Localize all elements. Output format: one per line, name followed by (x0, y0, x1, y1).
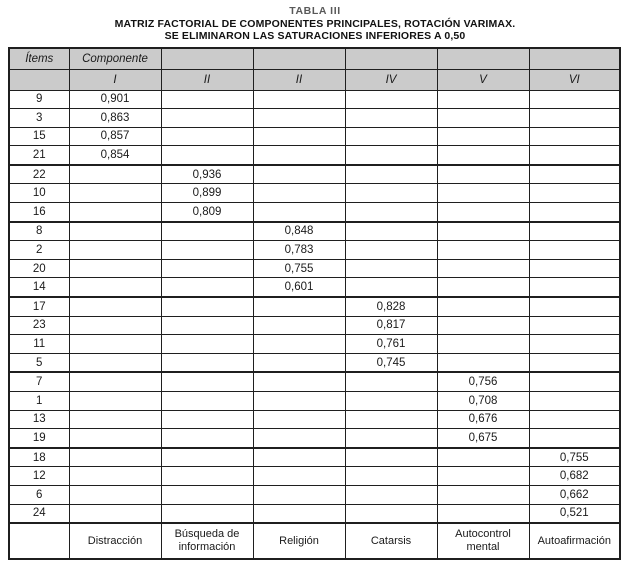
cell-empty (69, 429, 161, 448)
cell-empty (529, 259, 620, 278)
cell-item-number: 2 (9, 241, 69, 260)
cell-loading-value: 0,676 (437, 410, 529, 429)
cell-empty (69, 485, 161, 504)
cell-empty (69, 259, 161, 278)
cell-empty (69, 392, 161, 411)
cell-empty (69, 241, 161, 260)
header-empty-cell (345, 48, 437, 70)
cell-empty (345, 165, 437, 184)
table-row (9, 485, 620, 504)
cell-empty (345, 485, 437, 504)
header-component-II: II (253, 69, 345, 90)
cell-empty (345, 109, 437, 128)
table-row (9, 90, 620, 109)
footer-row-factor-names (9, 523, 620, 559)
cell-empty (253, 467, 345, 486)
cell-empty (69, 165, 161, 184)
cell-item-number: 7 (9, 372, 69, 391)
cell-factor-name: Catarsis (345, 523, 437, 559)
cell-item-number: 3 (9, 109, 69, 128)
cell-empty (345, 504, 437, 523)
cell-factor-name: Autoafirmación (529, 523, 620, 559)
cell-empty (161, 448, 253, 467)
cell-empty (529, 297, 620, 316)
cell-loading-value: 0,675 (437, 429, 529, 448)
cell-empty (253, 146, 345, 165)
cell-empty (69, 448, 161, 467)
cell-loading-value: 0,848 (253, 222, 345, 241)
cell-empty (529, 127, 620, 146)
cell-loading-value: 0,601 (253, 278, 345, 297)
cell-loading-value: 0,745 (345, 353, 437, 372)
table-row (9, 392, 620, 411)
cell-empty (345, 184, 437, 203)
cell-empty (437, 127, 529, 146)
table-row (9, 316, 620, 335)
factor-matrix-table (8, 47, 621, 561)
cell-item-number: 21 (9, 146, 69, 165)
cell-empty (69, 184, 161, 203)
cell-empty (161, 392, 253, 411)
cell-empty (69, 467, 161, 486)
table-row (9, 259, 620, 278)
cell-empty (529, 278, 620, 297)
table-row (9, 146, 620, 165)
cell-loading-value: 0,863 (69, 109, 161, 128)
cell-empty (345, 90, 437, 109)
cell-empty (345, 259, 437, 278)
cell-item-number: 23 (9, 316, 69, 335)
cell-empty (161, 259, 253, 278)
cell-empty (161, 90, 253, 109)
cell-empty (437, 222, 529, 241)
cell-empty (529, 222, 620, 241)
cell-loading-value: 0,755 (253, 259, 345, 278)
cell-empty (161, 485, 253, 504)
cell-empty (253, 504, 345, 523)
cell-empty (437, 109, 529, 128)
cell-loading-value: 0,708 (437, 392, 529, 411)
cell-loading-value: 0,755 (529, 448, 620, 467)
cell-empty (161, 467, 253, 486)
table-row (9, 372, 620, 391)
cell-empty (437, 259, 529, 278)
cell-empty (437, 184, 529, 203)
cell-empty (345, 429, 437, 448)
cell-empty (345, 372, 437, 391)
cell-empty (529, 429, 620, 448)
cell-empty (69, 297, 161, 316)
cell-item-number: 19 (9, 429, 69, 448)
cell-empty (161, 429, 253, 448)
cell-loading-value: 0,828 (345, 297, 437, 316)
cell-empty (437, 165, 529, 184)
table-row (9, 353, 620, 372)
cell-loading-value: 0,854 (69, 146, 161, 165)
cell-loading-value: 0,682 (529, 467, 620, 486)
cell-empty (253, 485, 345, 504)
cell-empty (529, 392, 620, 411)
cell-empty (161, 278, 253, 297)
cell-empty (529, 165, 620, 184)
header-component-II: II (161, 69, 253, 90)
cell-empty (161, 353, 253, 372)
cell-item-number: 10 (9, 184, 69, 203)
cell-empty (345, 467, 437, 486)
cell-empty (437, 203, 529, 222)
cell-empty (529, 203, 620, 222)
table-row (9, 165, 620, 184)
cell-empty (529, 184, 620, 203)
header-empty-cell (161, 48, 253, 70)
header-component-I: I (69, 69, 161, 90)
cell-empty (161, 127, 253, 146)
cell-empty (437, 353, 529, 372)
cell-empty (437, 316, 529, 335)
cell-item-number: 24 (9, 504, 69, 523)
cell-empty (161, 222, 253, 241)
table-row (9, 203, 620, 222)
cell-item-number: 12 (9, 467, 69, 486)
cell-loading-value: 0,899 (161, 184, 253, 203)
header-componente: Componente (69, 48, 161, 70)
cell-empty (161, 146, 253, 165)
cell-empty (253, 203, 345, 222)
cell-empty (529, 109, 620, 128)
cell-item-number: 13 (9, 410, 69, 429)
header-empty-cell (9, 69, 69, 90)
cell-factor-name: Búsqueda de información (161, 523, 253, 559)
cell-empty (529, 410, 620, 429)
header-empty-cell (437, 48, 529, 70)
table-row (9, 241, 620, 260)
cell-factor-name: Autocontrol mental (437, 523, 529, 559)
cell-loading-value: 0,521 (529, 504, 620, 523)
cell-empty (345, 278, 437, 297)
cell-empty (69, 372, 161, 391)
cell-empty (69, 335, 161, 354)
cell-empty (437, 504, 529, 523)
table-row (9, 335, 620, 354)
cell-empty (345, 203, 437, 222)
header-row-roman-numerals (9, 69, 620, 90)
cell-empty (69, 410, 161, 429)
cell-loading-value: 0,809 (161, 203, 253, 222)
cell-empty (253, 316, 345, 335)
table-row (9, 410, 620, 429)
header-component-IV: IV (345, 69, 437, 90)
cell-item-number: 15 (9, 127, 69, 146)
cell-empty (253, 127, 345, 146)
cell-empty (253, 109, 345, 128)
cell-empty (253, 184, 345, 203)
cell-empty (161, 316, 253, 335)
cell-empty (69, 353, 161, 372)
cell-empty (253, 392, 345, 411)
cell-loading-value: 0,936 (161, 165, 253, 184)
cell-item-number: 8 (9, 222, 69, 241)
table-header (9, 48, 620, 91)
table-row (9, 429, 620, 448)
cell-empty (161, 297, 253, 316)
cell-empty (161, 372, 253, 391)
cell-empty (437, 90, 529, 109)
cell-empty (9, 523, 69, 559)
cell-empty (529, 146, 620, 165)
cell-empty (529, 241, 620, 260)
table-row (9, 448, 620, 467)
cell-empty (437, 448, 529, 467)
header-component-V: V (437, 69, 529, 90)
cell-empty (345, 392, 437, 411)
cell-empty (437, 335, 529, 354)
cell-empty (253, 410, 345, 429)
cell-empty (437, 467, 529, 486)
table-row (9, 127, 620, 146)
cell-empty (529, 353, 620, 372)
cell-empty (529, 372, 620, 391)
cell-loading-value: 0,817 (345, 316, 437, 335)
cell-empty (253, 90, 345, 109)
cell-empty (253, 353, 345, 372)
cell-empty (161, 335, 253, 354)
cell-empty (529, 90, 620, 109)
table-row (9, 109, 620, 128)
cell-item-number: 14 (9, 278, 69, 297)
cell-empty (253, 165, 345, 184)
cell-empty (345, 241, 437, 260)
cell-empty (161, 241, 253, 260)
cell-empty (253, 448, 345, 467)
cell-loading-value: 0,901 (69, 90, 161, 109)
cell-empty (529, 316, 620, 335)
cell-item-number: 11 (9, 335, 69, 354)
header-component-VI: VI (529, 69, 620, 90)
cell-empty (345, 448, 437, 467)
cell-empty (437, 297, 529, 316)
table-row (9, 184, 620, 203)
cell-empty (345, 127, 437, 146)
cell-empty (69, 504, 161, 523)
cell-factor-name: Distracción (69, 523, 161, 559)
cell-item-number: 20 (9, 259, 69, 278)
cell-empty (345, 146, 437, 165)
cell-item-number: 9 (9, 90, 69, 109)
cell-empty (345, 410, 437, 429)
cell-empty (69, 316, 161, 335)
cell-empty (69, 203, 161, 222)
cell-empty (437, 241, 529, 260)
cell-factor-name: Religión (253, 523, 345, 559)
cell-item-number: 1 (9, 392, 69, 411)
cell-item-number: 5 (9, 353, 69, 372)
cell-loading-value: 0,761 (345, 335, 437, 354)
cell-item-number: 17 (9, 297, 69, 316)
cell-empty (253, 429, 345, 448)
cell-empty (529, 335, 620, 354)
cell-item-number: 16 (9, 203, 69, 222)
cell-empty (345, 222, 437, 241)
cell-empty (437, 278, 529, 297)
table-row (9, 504, 620, 523)
cell-empty (161, 410, 253, 429)
cell-loading-value: 0,857 (69, 127, 161, 146)
header-empty-cell (253, 48, 345, 70)
cell-item-number: 6 (9, 485, 69, 504)
header-empty-cell (529, 48, 620, 70)
table-number: TABLA III (289, 5, 341, 17)
cell-empty (437, 146, 529, 165)
cell-empty (161, 109, 253, 128)
cell-empty (253, 335, 345, 354)
header-row-labels (9, 48, 620, 70)
cell-loading-value: 0,783 (253, 241, 345, 260)
table-row (9, 467, 620, 486)
table-row (9, 222, 620, 241)
cell-empty (69, 222, 161, 241)
table-caption-line-2: SE ELIMINARON LAS SATURACIONES INFERIORES A 0,50 (164, 30, 466, 42)
table-footer (9, 523, 620, 559)
cell-item-number: 18 (9, 448, 69, 467)
table-caption-line-1: MATRIZ FACTORIAL DE COMPONENTES PRINCIPALES, ROTACIÓN VARIMAX. (114, 17, 516, 30)
cell-empty (253, 372, 345, 391)
cell-loading-value: 0,756 (437, 372, 529, 391)
table-row (9, 278, 620, 297)
cell-loading-value: 0,662 (529, 485, 620, 504)
cell-empty (161, 504, 253, 523)
cell-empty (69, 278, 161, 297)
cell-empty (253, 297, 345, 316)
table-title-block (0, 0, 630, 43)
table-row (9, 297, 620, 316)
table-body (9, 90, 620, 523)
cell-empty (437, 485, 529, 504)
cell-item-number: 22 (9, 165, 69, 184)
header-items: Ítems (9, 48, 69, 70)
